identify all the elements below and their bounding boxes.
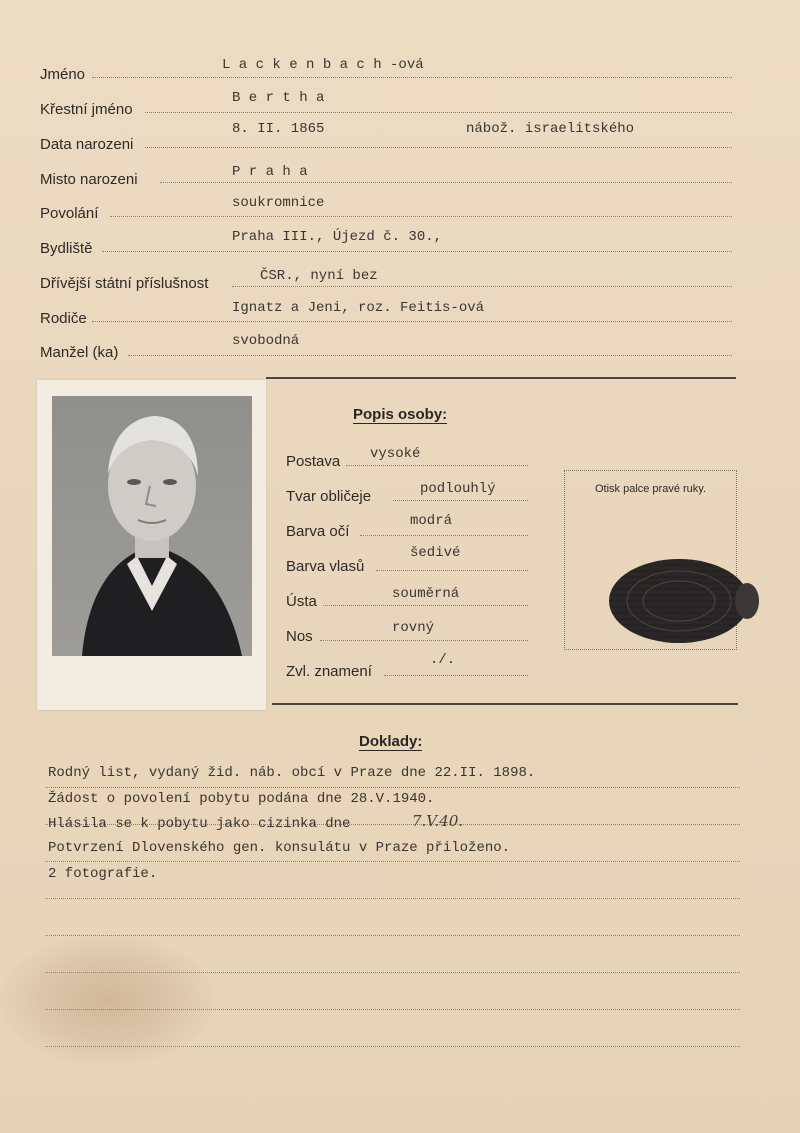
residence-value: Praha III., Újezd č. 30., bbox=[232, 229, 443, 245]
given-name-value: B e r t h a bbox=[232, 90, 325, 106]
eye-colour-line bbox=[360, 535, 528, 536]
birthplace-value: P r a h a bbox=[232, 164, 308, 180]
parents-value: Ignatz a Jeni, roz. Feitis-ová bbox=[232, 300, 485, 316]
thumbprint-box bbox=[564, 470, 737, 650]
face-shape-line bbox=[393, 500, 528, 501]
surname-value: L a c k e n b a c h -ová bbox=[222, 57, 424, 73]
residence-label: Bydliště bbox=[40, 240, 93, 257]
dob-line bbox=[145, 147, 732, 148]
mouth-line bbox=[323, 605, 528, 606]
doc-entry-residence-request: Žádost o povolení pobytu podána dne 28.V.1940. bbox=[48, 791, 435, 807]
given-name-label: Křestní jméno bbox=[40, 101, 133, 118]
parents-label: Rodiče bbox=[40, 310, 87, 327]
face-shape-label: Tvar obličeje bbox=[286, 488, 372, 505]
build-line bbox=[346, 465, 528, 466]
handwritten-date: 7.V.40. bbox=[412, 812, 464, 830]
doc-entry-registration: Hlásila se k pobytu jako cizinka dne bbox=[48, 816, 359, 832]
documents-heading: Doklady: bbox=[359, 733, 423, 750]
thumbprint-title: Otisk palce pravé ruky. bbox=[594, 483, 707, 495]
surname-line bbox=[92, 77, 732, 78]
occupation-value: soukromnice bbox=[232, 195, 325, 211]
parents-line bbox=[92, 321, 732, 322]
spouse-line bbox=[128, 355, 732, 356]
thumbprint-mark bbox=[609, 551, 800, 661]
hair-colour-value: šedivé bbox=[410, 545, 461, 561]
portrait-photo bbox=[52, 396, 252, 656]
former-citizenship-value: ČSR., nyní bez bbox=[260, 268, 378, 284]
portrait-illustration bbox=[52, 396, 252, 656]
doc-line-5 bbox=[45, 935, 740, 936]
face-shape-value: podlouhlý bbox=[420, 481, 496, 497]
photo-card bbox=[37, 380, 266, 710]
nose-value: rovný bbox=[392, 620, 435, 636]
mouth-label: Ústa bbox=[286, 593, 317, 610]
hair-colour-label: Barva vlasů bbox=[286, 558, 365, 575]
special-marks-value: ./. bbox=[430, 652, 456, 668]
occupation-label: Povolání bbox=[40, 205, 99, 222]
build-label: Postava bbox=[286, 453, 341, 470]
doc-line-8 bbox=[45, 1046, 740, 1047]
doc-line-1 bbox=[45, 787, 740, 788]
section-rule-bottom bbox=[272, 703, 738, 705]
spouse-value: svobodná bbox=[232, 333, 300, 349]
doc-line-3 bbox=[45, 861, 740, 862]
build-value: vysoké bbox=[370, 446, 421, 462]
doc-line-7 bbox=[45, 1009, 740, 1010]
birthplace-label: Misto narozeni bbox=[40, 171, 138, 188]
former-citizenship-label: Dřívější státní příslušnost bbox=[40, 275, 209, 292]
nose-label: Nos bbox=[286, 628, 313, 645]
former-citizenship-line bbox=[232, 286, 732, 287]
mouth-value: souměrná bbox=[392, 586, 460, 602]
doc-entry-consulate: Potvrzení Dlovenského gen. konsulátu v Praze přiloženo. bbox=[48, 840, 511, 856]
section-rule-top bbox=[266, 377, 736, 379]
doc-line-6 bbox=[45, 972, 740, 973]
eye-colour-label: Barva očí bbox=[286, 523, 350, 540]
birthplace-line bbox=[160, 182, 732, 183]
doc-entry-photos: 2 fotografie. bbox=[48, 866, 158, 882]
religion-value: nábož. israelitského bbox=[466, 121, 635, 137]
spouse-label: Manžel (ka) bbox=[40, 344, 119, 361]
doc-line-4 bbox=[45, 898, 740, 899]
occupation-line bbox=[110, 216, 732, 217]
hair-colour-line bbox=[376, 570, 528, 571]
nose-line bbox=[320, 640, 528, 641]
dob-value: 8. II. 1865 bbox=[232, 121, 325, 137]
surname-label: Jméno bbox=[40, 66, 86, 83]
given-name-line bbox=[145, 112, 732, 113]
description-heading: Popis osoby: bbox=[353, 406, 448, 423]
residence-line bbox=[102, 251, 732, 252]
special-marks-line bbox=[384, 675, 528, 676]
doc-entry-birth-certificate: Rodný list, vydaný žid. náb. obcí v Praze dne 22.II. 1898. bbox=[48, 765, 536, 781]
special-marks-label: Zvl. znamení bbox=[286, 663, 372, 680]
dob-label: Data narozeni bbox=[40, 136, 134, 153]
eye-colour-value: modrá bbox=[410, 513, 453, 529]
